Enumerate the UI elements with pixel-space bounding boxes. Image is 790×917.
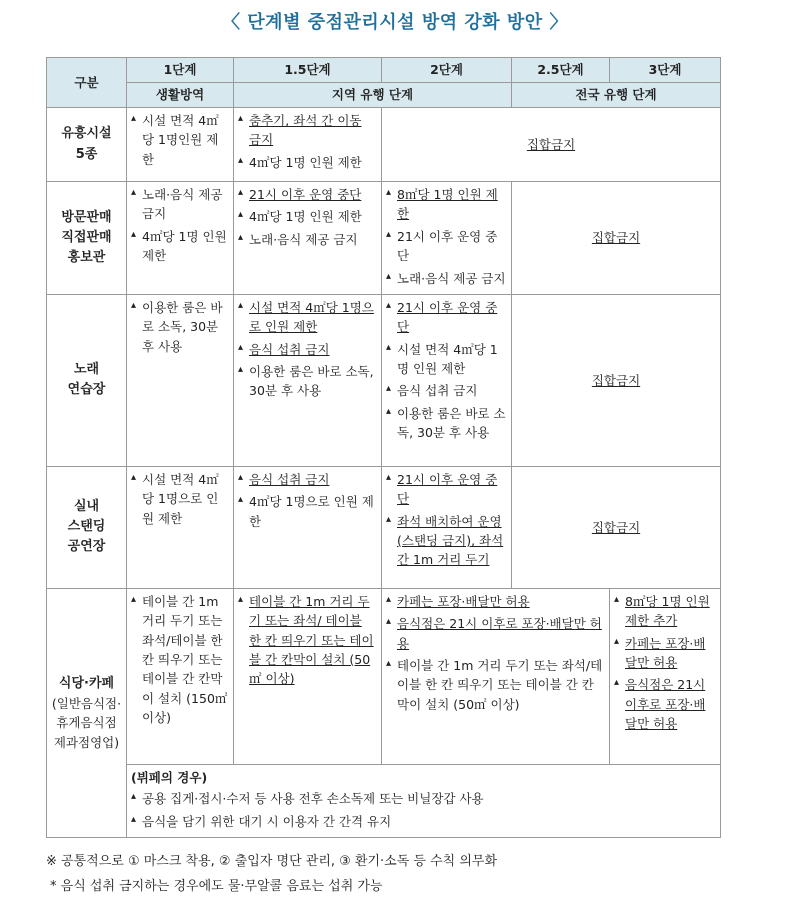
list-item: ▴ 21시 이후 운영 중단 xyxy=(386,227,507,266)
header-stage-2: 2단계 xyxy=(382,58,512,83)
list-item: ▴ 4㎡당 1명 인원 제한 xyxy=(238,153,377,172)
list-item: ▴ 시설 면적 4㎡당 1명으로 인원 제한 xyxy=(238,298,377,337)
list-item: ▴ 노래·음식 제공 금지 xyxy=(386,269,507,288)
list-item: ▴ 이용한 룸은 바로 소독, 30분 후 사용 xyxy=(238,362,377,401)
list-item: ▴ 4㎡당 1명 인원 제한 xyxy=(238,207,377,226)
list-item: ▴ 춤추기, 좌석 간 이동 금지 xyxy=(238,111,377,150)
list-item: ▴ 8㎡당 1명 인원 제한 xyxy=(386,185,507,224)
cell-stage-1 xyxy=(127,108,234,182)
row-label-karaoke: 노래 연습장 xyxy=(47,294,127,466)
header-row-groups xyxy=(47,83,721,108)
list-item: ▴ 이용한 룸은 바로 소독, 30분 후 사용 xyxy=(386,404,507,443)
cell-gathering-ban: 집합금지 xyxy=(382,108,721,182)
list-item: ▴ 음식 섭취 금지 xyxy=(386,381,507,400)
cell-stage-1-5 xyxy=(234,466,382,588)
stage-table xyxy=(46,57,721,838)
header-category: 구분 xyxy=(47,58,127,108)
cell-gathering-ban: 집합금지 xyxy=(512,182,721,295)
cell-stage-2 xyxy=(382,182,512,295)
header-stage-1: 1단계 xyxy=(127,58,234,83)
cell-stage-1 xyxy=(127,294,234,466)
list-item: ▴ 8㎡당 1명 인원 제한 추가 xyxy=(614,592,716,631)
cell-stage-1 xyxy=(127,466,234,588)
cell-stage-1 xyxy=(127,588,234,764)
row-label-entertainment: 유흥시설 5종 xyxy=(47,108,127,182)
header-row-stages xyxy=(47,58,721,83)
list-item: ▴ 노래·음식 제공 금지 xyxy=(238,230,377,249)
list-item: ▴ 4㎡당 1명 인원 제한 xyxy=(131,227,229,266)
list-item: ▴ 21시 이후 운영 중단 xyxy=(386,298,507,337)
list-item: ▴ 21시 이후 운영 중단 xyxy=(238,185,377,204)
list-item: ▴ 좌석 배치하여 운영 (스탠딩 금지), 좌석 간 1m 거리 두기 xyxy=(386,512,507,570)
list-item: ▴ 노래·음식 제공 금지 xyxy=(131,185,229,224)
list-item: ▴ 카페는 포장·배달만 허용 xyxy=(614,634,716,673)
header-stage-1-5: 1.5단계 xyxy=(234,58,382,83)
cell-stage-1-5 xyxy=(234,182,382,295)
cell-stage-1 xyxy=(127,182,234,295)
header-group-regional: 지역 유행 단계 xyxy=(234,83,512,108)
list-item: ▴ 테이블 간 1m 거리 두기 또는 좌석/테이블 한 칸 띄우기 또는 테이블 간 칸막이 설치 (150㎡ 이상) xyxy=(131,592,229,728)
header-stage-3: 3단계 xyxy=(610,58,721,83)
cell-gathering-ban: 집합금지 xyxy=(512,294,721,466)
list-item: ▴ 21시 이후 운영 중단 xyxy=(386,470,507,509)
row-label-restaurant: 식당·카페 (일반음식점·휴게음식점제과점영업) xyxy=(47,588,127,837)
list-item: ▴ 시설 면적 4㎡당 1명으로 인원 제한 xyxy=(131,470,229,528)
list-item: ▴ 카페는 포장·배달만 허용 xyxy=(386,592,605,611)
list-item: ▴ 시설 면적 4㎡당 1명인원 제한 xyxy=(131,111,229,169)
table-row xyxy=(47,294,721,466)
list-item: ▴ 테이블 간 1m 거리 두기 또는 좌석/ 테이블 한 칸 띄우기 또는 테이블 간 칸막이 설치 (50㎡ 이상) xyxy=(238,592,377,689)
table-row xyxy=(47,182,721,295)
row-label-door-sales: 방문판매 직접판매 홍보관 xyxy=(47,182,127,295)
cell-stage-1-5 xyxy=(234,588,382,764)
table-row xyxy=(47,588,721,764)
page-title: 〈 단계별 중점관리시설 방역 강화 방안 〉 xyxy=(222,12,568,33)
list-item: ▴ 이용한 룸은 바로 소독, 30분 후 사용 xyxy=(131,298,229,356)
list-item: ▴ 음식점은 21시 이후로 포장·배달만 허용 xyxy=(614,675,716,733)
cell-gathering-ban: 집합금지 xyxy=(512,466,721,588)
buffet-heading: (뷔페의 경우) xyxy=(131,769,208,785)
cell-stage-2 xyxy=(382,294,512,466)
footnotes xyxy=(46,850,497,899)
cell-stage-1-5 xyxy=(234,294,382,466)
table-row xyxy=(47,108,721,182)
row-label-standing-venue: 실내 스탠딩 공연장 xyxy=(47,466,127,588)
list-item: ▴ 음식을 담기 위한 대기 시 이용자 간 간격 유지 xyxy=(131,812,716,831)
list-item: ▴ 음식 섭취 금지 xyxy=(238,470,377,489)
cell-buffet-rules xyxy=(127,764,721,837)
list-item: ▴ 4㎡당 1명으로 인원 제한 xyxy=(238,492,377,531)
list-item: ▴ 음식점은 21시 이후로 포장·배달만 허용 xyxy=(386,614,605,653)
table-row xyxy=(47,764,721,837)
header-group-daily: 생활방역 xyxy=(127,83,234,108)
list-item: ▴ 테이블 간 1m 거리 두기 또는 좌석/테이블 한 칸 띄우기 또는 테이블 간 칸막이 설치 (50㎡ 이상) xyxy=(386,656,605,714)
footnote-common: ※ 공통적으로 ① 마스크 착용, ② 출입자 명단 관리, ③ 환기·소독 등 수칙 의무화 xyxy=(46,854,498,869)
cell-stage-2-2-5 xyxy=(382,588,610,764)
cell-stage-2 xyxy=(382,466,512,588)
header-group-national: 전국 유행 단계 xyxy=(512,83,721,108)
list-item: ▴ 시설 면적 4㎡당 1명 인원 제한 xyxy=(386,340,507,379)
cell-stage-3 xyxy=(610,588,721,764)
header-stage-2-5: 2.5단계 xyxy=(512,58,610,83)
list-item: ▴ 음식 섭취 금지 xyxy=(238,340,377,359)
list-item: ▴ 공용 집게·접시·수저 등 사용 전후 손소독제 또는 비닐장갑 사용 xyxy=(131,789,716,808)
footnote-drinks: * 음식 섭취 금지하는 경우에도 물·무알콜 음료는 섭취 가능 xyxy=(50,878,383,894)
table-row xyxy=(47,466,721,588)
cell-stage-1-5 xyxy=(234,108,382,182)
